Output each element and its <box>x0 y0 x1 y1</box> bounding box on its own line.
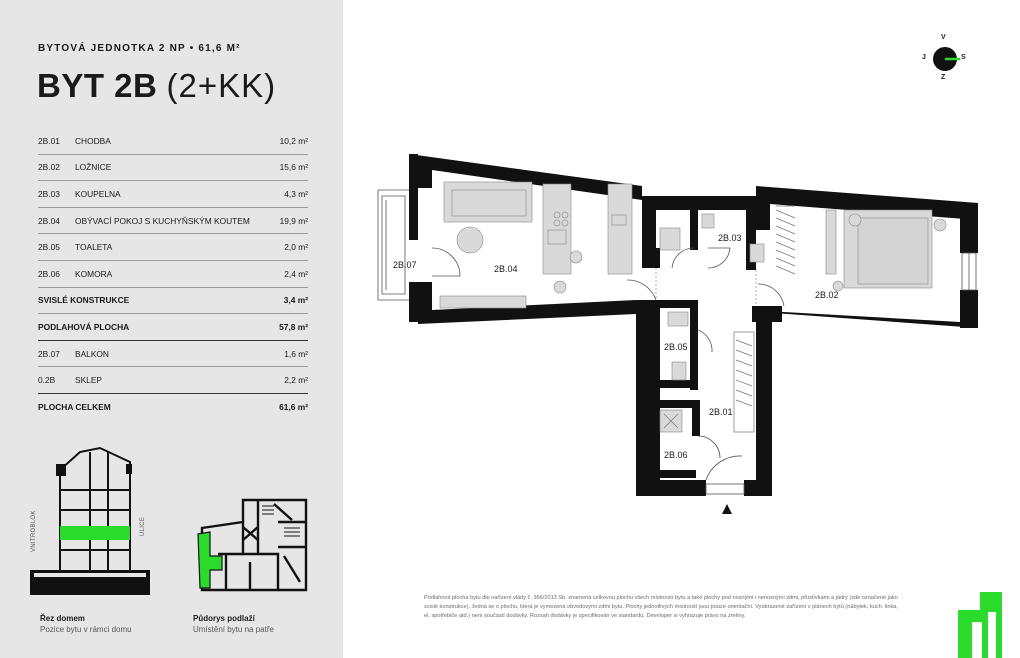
table-row <box>38 367 308 394</box>
room-code: 2B.03 <box>38 188 60 199</box>
plan-label-2b04: 2B.04 <box>494 264 518 274</box>
entrance-arrow-icon <box>722 504 732 514</box>
compass-north: V <box>941 34 946 41</box>
room-area: 2,0 m² <box>284 242 308 253</box>
room-area: 2,2 m² <box>284 375 308 386</box>
room-name: LOŽNICE <box>75 162 112 173</box>
plan-label-2b01: 2B.01 <box>709 407 733 417</box>
room-name: KOUPELNA <box>75 188 121 199</box>
table-row <box>38 341 308 368</box>
plan-label-2b03: 2B.03 <box>718 233 742 243</box>
room-area: 2,4 m² <box>284 268 308 279</box>
table-row <box>38 208 308 235</box>
unit-subtitle: BYTOVÁ JEDNOTKA 2 NP • 61,6 M² <box>38 43 241 54</box>
total-area: 57,8 m² <box>279 321 308 332</box>
plan-label-2b02: 2B.02 <box>815 290 839 300</box>
table-row <box>38 314 308 341</box>
room-code: 2B.06 <box>38 268 60 279</box>
floor-plan-thumbnail <box>188 492 318 597</box>
room-code: 2B.04 <box>38 215 60 226</box>
room-name: CHODBA <box>75 135 111 146</box>
total-label: PODLAHOVÁ PLOCHA <box>38 321 130 332</box>
room-name: OBÝVACÍ POKOJ S KUCHYŇSKÝM KOUTEM <box>75 215 250 226</box>
room-code: 2B.02 <box>38 162 60 173</box>
unit-title-type: (2+KK) <box>166 67 277 104</box>
unit-title-bold: BYT 2B <box>37 67 158 104</box>
plan-label-2b05: 2B.05 <box>664 342 688 352</box>
compass <box>920 34 970 84</box>
room-code: 2B.07 <box>38 348 60 359</box>
room-name: KOMORA <box>75 268 113 279</box>
section-caption-subtitle: Pozice bytu v rámci domu <box>40 625 132 634</box>
compass-west: J <box>922 54 926 61</box>
table-row <box>38 128 308 155</box>
grand-total-label: PLOCHA CELKEM <box>38 402 111 413</box>
building-section-diagram <box>30 440 155 595</box>
floorplan-caption <box>193 613 274 635</box>
room-area: 10,2 m² <box>279 135 308 146</box>
room-area: 4,3 m² <box>284 188 308 199</box>
table-row <box>38 288 308 315</box>
room-code: 2B.05 <box>38 242 60 253</box>
compass-south: Z <box>941 74 946 81</box>
section-caption-title: Řez domem <box>40 614 85 623</box>
room-area: 15,6 m² <box>279 162 308 173</box>
plan-label-2b06: 2B.06 <box>664 450 688 460</box>
compass-east: S <box>961 54 966 61</box>
room-area: 1,6 m² <box>284 348 308 359</box>
table-row <box>38 234 308 261</box>
apartment-floor-plan <box>343 0 1020 658</box>
info-panel <box>0 0 343 658</box>
table-row <box>38 261 308 288</box>
room-table <box>38 128 308 421</box>
brand-logo-icon <box>958 592 1004 658</box>
table-row <box>38 181 308 208</box>
room-code: 0.2B <box>38 375 56 386</box>
room-code: 2B.01 <box>38 135 60 146</box>
unit-title <box>37 66 276 106</box>
floorplan-caption-subtitle: Umístění bytu na patře <box>193 625 274 634</box>
total-label: SVISLÉ KONSTRUKCE <box>38 295 130 306</box>
room-name: BALKON <box>75 348 109 359</box>
section-caption <box>40 613 132 635</box>
disclaimer-text: Podlahová plocha bytu dle nařízení vlády č. 366/2013 Sb. znamená celkovou plochu všech místností bytu a také plochy pod nosnými i nenosnými zdmi, přizdívkami a jádry (zde označené jako svislé konstrukce). Jedná se o plochu, která je vymezená obvodovými zdmi bytu. Plochy jednotlivých místností jsou pouze orientační. Vyobrazené zařízení v plánech bytů (nábytek, kuch. linka, el. spotřebiče atd.) není součástí dodávky. Rozsah dodávky je specifikován ve standardu. Developer si vyhrazuje právo na změny. <box>424 595 898 619</box>
total-area: 3,4 m² <box>283 295 308 306</box>
plan-label-2b07: 2B.07 <box>393 260 417 270</box>
grand-total-area: 61,6 m² <box>279 402 308 413</box>
table-row <box>38 155 308 182</box>
room-name: TOALETA <box>75 242 113 253</box>
room-area: 19,9 m² <box>279 215 308 226</box>
table-row <box>38 394 308 421</box>
section-label-right: ULICE <box>140 516 146 536</box>
section-label-left: VNITROBLOK <box>31 510 37 552</box>
floorplan-caption-title: Půdorys podlaží <box>193 614 255 623</box>
room-name: SKLEP <box>75 375 103 386</box>
